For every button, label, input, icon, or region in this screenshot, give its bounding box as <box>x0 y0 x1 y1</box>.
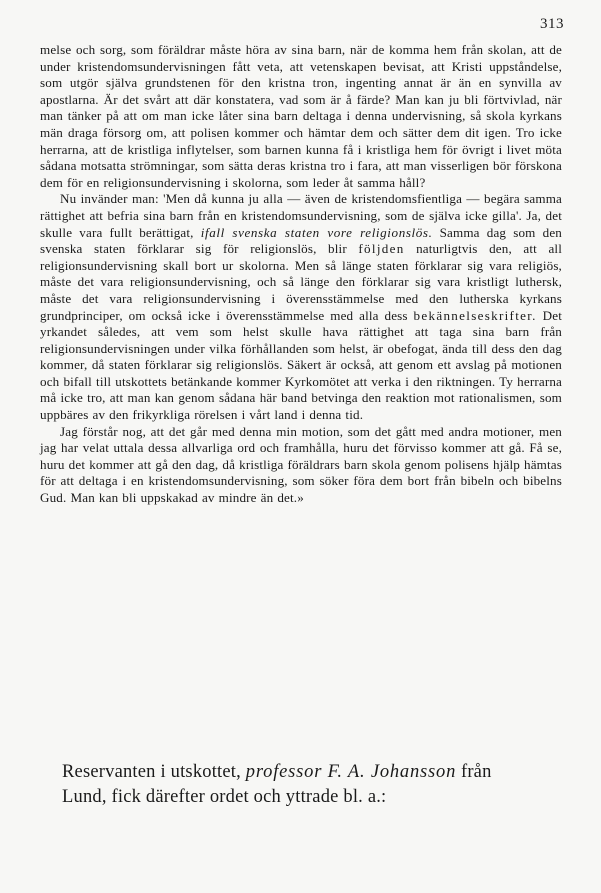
text-run: Nu invänder man: 'Men då kunna ju alla — även de kristendomsfientliga — begära samma rättighet att befria sina barn från en kristendomsundervisning, som de själva icke gilla'. Ja, det skulle vara fullt berättigat, <box>40 191 562 240</box>
paragraph <box>40 191 562 423</box>
emphasized-text: professor F. A. Johansson <box>245 762 457 782</box>
text-run: från Lund, fick därefter ordet och yttrade bl. a.: <box>62 762 492 807</box>
closing-paragraph <box>62 760 530 810</box>
body-text <box>40 42 562 507</box>
paragraph <box>40 424 562 507</box>
closing-text <box>62 760 530 810</box>
text-run: melse och sorg, som föräldrar måste höra av sina barn, när de komma hem från skolan, att de under kristendomsundervisningen fått veta, att vetenskapen bevisat, att Kristi uppståndelse, som utgör själva grundstenen för den kristna tron, ingenting annat är än en synvilla av apostlarna. Är det svårt att där konstatera, vad som är å färde? Man kan ju bli förtvivlad, när man tänker på att om man icke låter sina barn deltaga i denna undervisning, så skola kyrkans män draga försorg om, att polisen kommer och hämtar dem och sätter dem dit igen. Tro icke herrarna, att de kristliga inflytelser, som barnen kunna få i kristliga hem för övrigt i livet möta sådana motsatta strömningar, som sätta deras kristna tro i fara, att man visserligen bör förskona dem för en religionsundervisning i skolorna, som leder åt samma håll? <box>40 42 562 190</box>
spaced-text: bekännelseskrifter. <box>413 307 537 323</box>
emphasized-text: ifall svenska staten vore religionslös. <box>200 224 433 240</box>
page-number: 313 <box>540 16 564 32</box>
text-run: Det yrkandet således, att vem som helst skulle hava rättighet att taga sina barn från religionsundervisningen under vilka förhållanden som helst, är obefogat, ända till dess den dag kommer, då staten förklarar sig religionslös. Säkert är också, att genom ett avslag på motionen och bifall till utskottets betänkande kommer Kyrkomötet att verka i den riktningen. Ty herrarna må icke tro, att man kan genom sådana här band betvinga den reaktion mot rationalismen, som uppbäres av den frikyrkliga rörelsen i vårt land i denna tid. <box>40 307 562 423</box>
text-run: Reservanten i utskottet, <box>62 762 246 782</box>
paragraph <box>40 42 562 191</box>
text-run: naturligtvis den, att all religionsundervisning skall bort ur skolorna. Men så länge staten förklarar sig vara religiös, måste det vara religionsundervisning, och så länge den förklarar sig vara kristligt luthersk, måste det vara religionsundervisning i överensstämmelse med den lutherska kyrkans grundprinciper, om också icke i överensstämmelse med alla dess <box>40 241 562 323</box>
text-run: Samma dag som den svenska staten förklarar sig för religionslös, blir <box>40 224 562 257</box>
spaced-text: följden <box>358 241 405 257</box>
text-run: Jag förstår nog, att det går med denna min motion, som det gått med andra motioner, men jag har velat uttala dessa allvarliga ord och framhålla, huru det förvisso kommer att gå. Få se, huru det kommer att gå den dag, då kristliga föräldrars barn skola genom polisens hjälp hämtas för att deltaga i en kristendomsundervisning, som söker föra dem bort från bibeln och bibelns Gud. Man kan bli uppskakad av mindre än det.» <box>40 423 562 506</box>
